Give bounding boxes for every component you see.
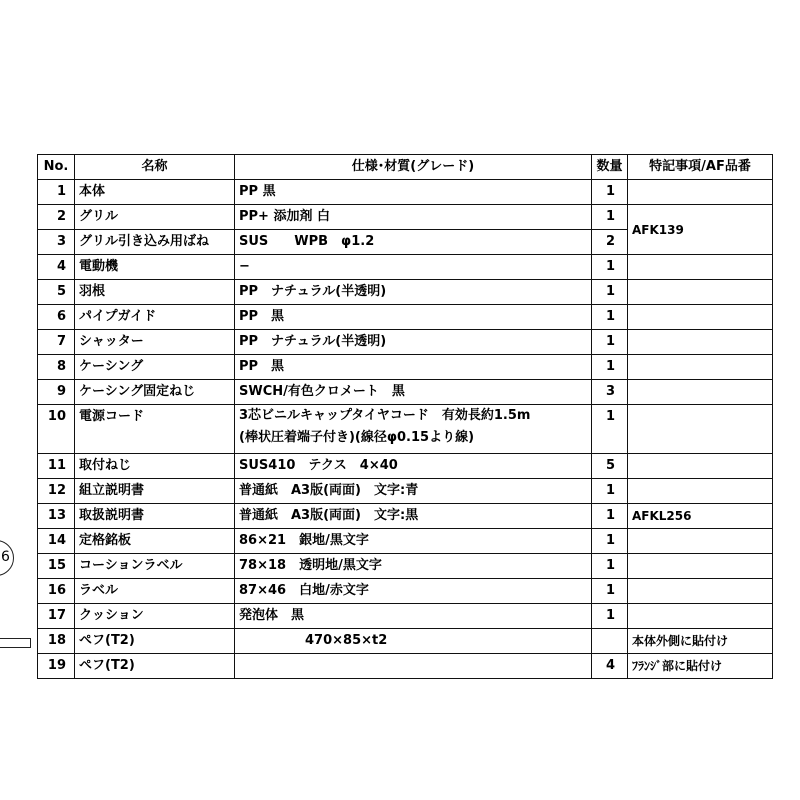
table-row — [38, 405, 773, 454]
row-spec: 普通紙 A3版(両面) 文字:黒 — [235, 504, 592, 529]
table-row — [38, 280, 773, 305]
row-name: ペフ(T2) — [75, 654, 235, 679]
row-name: ラベル — [75, 579, 235, 604]
row-qty: 1 — [592, 529, 628, 554]
row-note: AFK139 — [628, 205, 773, 255]
row-spec: 470×85×t2 — [235, 629, 592, 654]
table-row — [38, 305, 773, 330]
table-row — [38, 454, 773, 479]
row-spec: 78×18 透明地/黒文字 — [235, 554, 592, 579]
table-row — [38, 205, 773, 230]
balloon-label: 6 — [1, 549, 10, 565]
row-name: 電源コード — [75, 405, 235, 454]
row-note: AFKL256 — [628, 504, 773, 529]
row-note — [628, 305, 773, 330]
row-name: グリル — [75, 205, 235, 230]
row-no: 10 — [38, 405, 75, 454]
row-qty: 3 — [592, 380, 628, 405]
table-row — [38, 604, 773, 629]
row-note — [628, 355, 773, 380]
row-qty: 2 — [592, 230, 628, 255]
row-qty: 1 — [592, 504, 628, 529]
row-spec: 発泡体 黒 — [235, 604, 592, 629]
row-note — [628, 255, 773, 280]
row-qty: 1 — [592, 330, 628, 355]
row-qty — [592, 629, 628, 654]
row-name: ケーシング固定ねじ — [75, 380, 235, 405]
row-spec: PP 黒 — [235, 305, 592, 330]
row-no: 17 — [38, 604, 75, 629]
row-name: パイプガイド — [75, 305, 235, 330]
row-spec: PP ナチュラル(半透明) — [235, 280, 592, 305]
row-no: 9 — [38, 380, 75, 405]
row-no: 16 — [38, 579, 75, 604]
row-qty: 1 — [592, 305, 628, 330]
table-row — [38, 380, 773, 405]
row-qty: 1 — [592, 604, 628, 629]
header-qty: 数量 — [592, 155, 628, 180]
row-qty: 1 — [592, 554, 628, 579]
table-row — [38, 255, 773, 280]
header-note: 特記事項/AF品番 — [628, 155, 773, 180]
row-qty: 1 — [592, 180, 628, 205]
table-row — [38, 654, 773, 679]
row-name: 電動機 — [75, 255, 235, 280]
table-row — [38, 330, 773, 355]
row-spec: − — [235, 255, 592, 280]
row-note — [628, 604, 773, 629]
row-qty: 1 — [592, 405, 628, 454]
row-note: 本体外側に貼付け — [628, 629, 773, 654]
row-qty: 1 — [592, 205, 628, 230]
row-name: 定格銘板 — [75, 529, 235, 554]
row-spec-multiline — [235, 405, 592, 454]
row-no: 14 — [38, 529, 75, 554]
table-row — [38, 180, 773, 205]
row-note — [628, 330, 773, 355]
row-spec: PP+ 添加剤 白 — [235, 205, 592, 230]
row-no: 18 — [38, 629, 75, 654]
row-qty: 1 — [592, 355, 628, 380]
row-name: 羽根 — [75, 280, 235, 305]
row-note — [628, 454, 773, 479]
row-spec: 普通紙 A3版(両面) 文字:青 — [235, 479, 592, 504]
row-name: ケーシング — [75, 355, 235, 380]
row-no: 15 — [38, 554, 75, 579]
row-qty: 5 — [592, 454, 628, 479]
row-spec: PP 黒 — [235, 355, 592, 380]
row-spec: SWCH/有色クロメート 黒 — [235, 380, 592, 405]
row-no: 4 — [38, 255, 75, 280]
row-note — [628, 180, 773, 205]
row-note — [628, 529, 773, 554]
row-no: 1 — [38, 180, 75, 205]
row-no: 2 — [38, 205, 75, 230]
table-row — [38, 355, 773, 380]
row-qty: 1 — [592, 579, 628, 604]
row-qty: 1 — [592, 255, 628, 280]
row-no: 12 — [38, 479, 75, 504]
header-spec: 仕様･材質(グレード) — [235, 155, 592, 180]
row-no: 6 — [38, 305, 75, 330]
row-spec: PP 黒 — [235, 180, 592, 205]
table-row — [38, 529, 773, 554]
table-row — [38, 504, 773, 529]
row-spec: PP ナチュラル(半透明) — [235, 330, 592, 355]
row-qty: 1 — [592, 479, 628, 504]
row-note — [628, 579, 773, 604]
row-note: ﾌﾗﾝｼﾞ部に貼付け — [628, 654, 773, 679]
header-no: No. — [38, 155, 75, 180]
row-spec-line2: (棒状圧着端子付き)(線径φ0.15より線) — [239, 430, 475, 445]
table-row — [38, 579, 773, 604]
row-spec: 86×21 銀地/黒文字 — [235, 529, 592, 554]
row-name: 取扱説明書 — [75, 504, 235, 529]
row-no: 8 — [38, 355, 75, 380]
row-name: ペフ(T2) — [75, 629, 235, 654]
row-note — [628, 479, 773, 504]
cropped-dimension-bar — [0, 638, 31, 648]
row-no: 5 — [38, 280, 75, 305]
row-name: コーションラベル — [75, 554, 235, 579]
row-no: 19 — [38, 654, 75, 679]
row-note — [628, 405, 773, 454]
header-row — [38, 155, 773, 180]
row-no: 13 — [38, 504, 75, 529]
row-name: クッション — [75, 604, 235, 629]
row-note — [628, 280, 773, 305]
table-row — [38, 629, 773, 654]
row-name: シャッター — [75, 330, 235, 355]
row-name: グリル引き込み用ばね — [75, 230, 235, 255]
table-row — [38, 554, 773, 579]
row-qty: 4 — [592, 654, 628, 679]
row-spec: 3芯ビニルキャップタイヤコード 有効長約1.5m — [239, 408, 531, 423]
header-name: 名称 — [75, 155, 235, 180]
row-note — [628, 380, 773, 405]
parts-list-table — [37, 154, 773, 679]
row-no: 3 — [38, 230, 75, 255]
row-spec: SUS410 テクス 4×40 — [235, 454, 592, 479]
row-name: 取付ねじ — [75, 454, 235, 479]
row-qty: 1 — [592, 280, 628, 305]
row-spec: SUS WPB φ1.2 — [235, 230, 592, 255]
cropped-balloon-circle — [0, 540, 14, 576]
row-name: 組立説明書 — [75, 479, 235, 504]
row-no: 7 — [38, 330, 75, 355]
table-row — [38, 479, 773, 504]
row-name: 本体 — [75, 180, 235, 205]
row-spec — [235, 654, 592, 679]
row-no: 11 — [38, 454, 75, 479]
row-note — [628, 554, 773, 579]
row-spec: 87×46 白地/赤文字 — [235, 579, 592, 604]
